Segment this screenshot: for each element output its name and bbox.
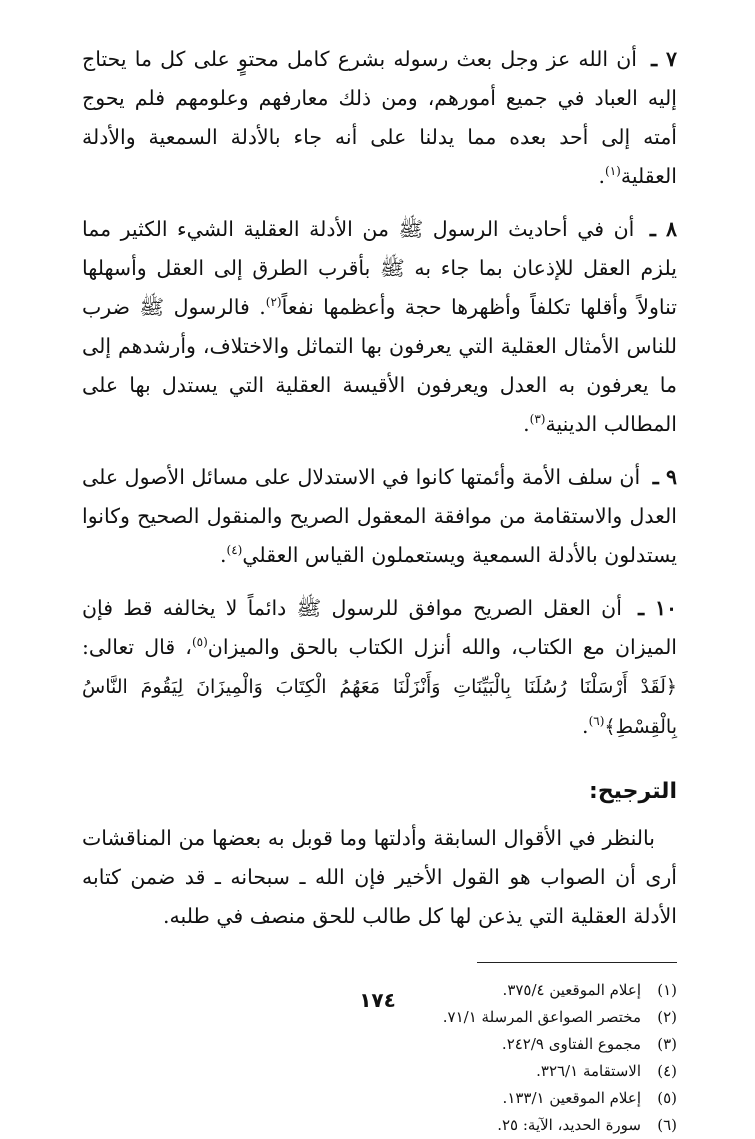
point-text: أن الله عز وجل بعث رسوله بشرع كامل محتوٍ على كل ما يحتاج إليه العباد في جميع أمورهم، ومن ذلك معارفهم وعلومهم فلم يحوج أمته إلى أحد بعده مما يدلنا على أنه جاء بالأدلة السمعية والأدلة العقلية — [82, 47, 677, 188]
footnote-item — [82, 1058, 677, 1085]
footnote-text: سورة الحديد، الآية: ٢٥. — [497, 1116, 641, 1134]
point-tail: . — [598, 164, 605, 188]
page-body — [82, 40, 677, 1139]
footnote-number: (٥) — [657, 1089, 677, 1107]
point-10 — [82, 589, 677, 747]
point-tail: ، قال تعالى: — [82, 635, 192, 659]
footnote-text: مختصر الصواعق المرسلة ٧١/١. — [442, 1008, 641, 1026]
point-number: ٨ ـ — [649, 217, 677, 241]
page-number: ١٧٤ — [359, 988, 396, 1012]
tarjih-paragraph: بالنظر في الأقوال السابقة وأدلتها وما قوبل به بعضها من المناقشات أرى أن الصواب هو القول الأخير فإن الله ـ سبحانه ـ قد ضمن كتابه الأدلة العقلية التي يذعن لها كل طالب للحق منصف في طلبه. — [82, 826, 677, 928]
footnote-item — [82, 1085, 677, 1112]
footnote-ref[interactable]: (١) — [605, 164, 621, 179]
point-text: أن سلف الأمة وأئمتها كانوا في الاستدلال على مسائل الأصول على العدل والاستقامة من موافقة المعقول الصريح والمنقول الصحيح وكانوا يستدلون بالأدلة السمعية ويستعملون القياس العقلي — [82, 465, 677, 567]
footnote-ref[interactable]: (٢) — [265, 295, 282, 310]
point-tail: . — [219, 543, 227, 567]
point-number: ٩ ـ — [652, 465, 677, 489]
point-7 — [82, 40, 677, 196]
point-tail: . — [523, 412, 530, 436]
quran-verse: ﴿لَقَدْ أَرْسَلْنَا رُسُلَنَا بِالْبَيِّنَاتِ وَأَنْزَلْنَا مَعَهُمُ الْكِتَابَ وَالْمِيزَانَ لِيَقُومَ النَّاسُ بِالْقِسْطِ﴾ — [82, 676, 677, 738]
footnote-text: مجموع الفتاوى ٢٤٢/٩. — [501, 1035, 641, 1053]
point-text: أن العقل الصريح موافق للرسول ﷺ دائماً لا يخالفه قط فإن الميزان مع الكتاب، والله أنزل الكتاب بالحق والميزان — [82, 596, 678, 659]
footnote-text: إعلام الموقعين ١٣٣/١. — [502, 1089, 641, 1107]
footnote-ref[interactable]: (٤) — [226, 543, 243, 558]
footnote-number: (٦) — [657, 1116, 677, 1134]
footnote-item — [82, 1112, 677, 1139]
point-tail: . — [582, 714, 589, 738]
footnote-number: (٢) — [657, 1008, 677, 1026]
footnote-ref[interactable]: (٦) — [588, 714, 605, 729]
point-number: ٧ ـ — [651, 47, 677, 71]
footnote-ref[interactable]: (٣) — [529, 412, 546, 427]
footnote-text: إعلام الموقعين ٣٧٥/٤. — [502, 981, 641, 999]
footnote-number: (١) — [657, 981, 677, 999]
footnote-divider — [477, 962, 677, 963]
footnote-number: (٣) — [657, 1035, 677, 1053]
point-number: ١٠ ـ — [638, 596, 677, 620]
footnote-number: (٤) — [657, 1062, 677, 1080]
point-9 — [82, 458, 677, 575]
footnote-text: الاستقامة ٣٢٦/١. — [536, 1062, 641, 1080]
point-8 — [82, 210, 677, 444]
point-text: أن في أحاديث الرسول ﷺ من الأدلة العقلية الشيء الكثير مما يلزم العقل للإذعان بما جاء به ﷺ بأقرب الطرق إلى العقل وأسهلها تناولاً وأقلها تكلفاً وأظهرها حجة وأعظمها نفعاً — [82, 217, 677, 319]
footnote-item — [82, 1031, 677, 1058]
footnote-ref[interactable]: (٥) — [191, 635, 208, 650]
section-heading: الترجيح: — [589, 779, 677, 804]
point-tail: . فالرسول ﷺ ضرب للناس الأمثال العقلية التي يعرفون بها التماثل والاختلاف، وأرشدهم إلى ما يعرفون به العدل ويعرفون الأقيسة العقلية التي يستدل بها على المطالب الدينية — [82, 295, 677, 436]
